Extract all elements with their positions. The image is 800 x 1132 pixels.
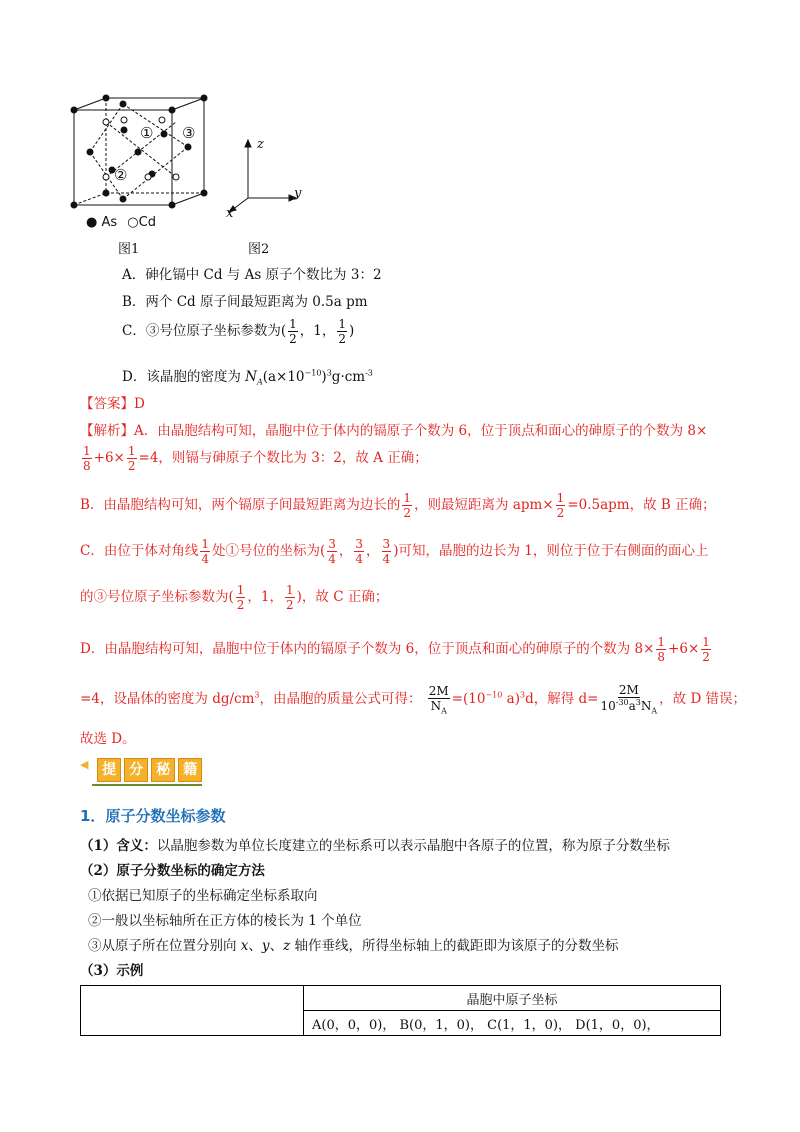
as-dot-icon: ● bbox=[86, 215, 98, 230]
fraction: $\frac{1}{8}$ bbox=[657, 635, 666, 664]
example-table bbox=[80, 985, 721, 1036]
figure-legend bbox=[86, 215, 156, 230]
fraction: $\frac{1}{2}$ bbox=[286, 583, 294, 612]
section-title: 原子分数坐标参数 bbox=[105, 807, 226, 825]
analysis-conclusion: 故选 D。 bbox=[80, 731, 136, 747]
legend-as-label: As bbox=[101, 215, 118, 230]
section-heading bbox=[80, 805, 225, 826]
tips-char: 秘 bbox=[151, 758, 175, 782]
fraction: $\frac{1}{2}$ bbox=[236, 583, 245, 612]
figure-label-1: ① bbox=[140, 124, 154, 142]
tips-banner bbox=[80, 758, 205, 782]
axis-z-label: z bbox=[257, 137, 264, 152]
table-coords: A(0，0，0)， B(0，1，0)， C(1，1，0)， D(1，0，0)， bbox=[304, 1011, 721, 1036]
legend-cd-label: Cd bbox=[138, 215, 156, 230]
example-heading: （3）示例 bbox=[80, 963, 144, 979]
figure-label-2: ② bbox=[114, 166, 128, 184]
analysis-c-line1: C．由位于体对角线 $\frac{1}{4}$ 处①号位的坐标为( $\frac{3}{4}$ ， $\frac{3}{4}$ ， $\frac{3}{4}$ )可知，晶胞的边长为 1，则位于位于右侧面的面心上 bbox=[80, 537, 709, 566]
tips-char: 籍 bbox=[178, 758, 202, 782]
table-cell-empty bbox=[81, 986, 304, 1036]
fraction: $\frac{1}{2}$ bbox=[127, 444, 136, 473]
fraction: $\frac{1}{2}$ bbox=[403, 491, 412, 520]
figure-caption-1: 图1 bbox=[118, 242, 140, 257]
tips-char: 提 bbox=[97, 758, 121, 782]
fraction: $\frac{1}{2}$ bbox=[289, 317, 297, 346]
option-c: C．③号位原子坐标参数为( $\frac{1}{2}$ ，1， $\frac{1}{2}$ ) bbox=[122, 317, 355, 346]
axis-x-label: x bbox=[226, 206, 234, 221]
cd-circle-icon: ○ bbox=[127, 215, 139, 230]
fraction: $\frac{3}{4}$ bbox=[355, 537, 364, 566]
table-header: 晶胞中原子坐标 bbox=[304, 986, 721, 1011]
fraction: $\frac{1}{8}$ bbox=[83, 444, 91, 473]
option-a: A．砷化镉中 Cd 与 As 原子个数比为 3：2 bbox=[122, 267, 382, 283]
tips-char: 分 bbox=[124, 758, 148, 782]
figure-caption-2: 图2 bbox=[248, 242, 270, 257]
axis-y-label: y bbox=[294, 186, 302, 201]
option-d: D．该晶胞的密度为 $N_A(a\times 10^{-10})^3g\cdot cm^{-3}$ bbox=[122, 368, 373, 387]
fraction: $\frac{2M}{10^{-30}a^3N_A}$ bbox=[600, 683, 658, 716]
fraction: $\frac{2M}{N_A}$ bbox=[428, 683, 449, 715]
option-b: B．两个 Cd 原子间最短距离为 0.5a pm bbox=[122, 294, 368, 310]
axes-figure bbox=[222, 138, 306, 222]
answer-value: D bbox=[134, 396, 145, 412]
fraction: $\frac{1}{2}$ bbox=[556, 491, 565, 520]
answer-line bbox=[80, 392, 145, 412]
fraction: $\frac{1}{2}$ bbox=[702, 635, 710, 664]
method-step-2: ②一般以坐标轴所在正方体的棱长为 1 个单位 bbox=[88, 913, 362, 929]
method-step-1: ①依据已知原子的坐标确定坐标系取向 bbox=[88, 888, 318, 904]
definition-line: （1）含义：以晶胞参数为单位长度建立的坐标系可以表示晶胞中各原子的位置，称为原子分数坐标 bbox=[80, 838, 670, 854]
analysis-d-line2: =4，设晶体的密度为 $dg/cm^3$，由晶胞的质量公式可得： $\frac{2M}{N_A}$ $=(10^{-10}$ a)$^3$d，解得 d= $\frac{2M}{10^{-30}a^3N_A}$ ，故 D 错误； bbox=[80, 683, 747, 716]
section-number: 1． bbox=[80, 807, 106, 825]
analysis-a-line2: $\frac{1}{8}$ +6× $\frac{1}{2}$ =4，则镉与砷原子个数比为 3：2，故 A 正确； bbox=[83, 444, 428, 473]
analysis-c-line2: 的③号位原子坐标参数为( $\frac{1}{2}$ ，1， $\frac{1}{2}$ )，故 C 正确； bbox=[80, 583, 389, 612]
analysis-a-line1: 【解析】A．由晶胞结构可知，晶胞中位于体内的镉原子个数为 6，位于顶点和面心的砷原子的个数为 8× bbox=[80, 423, 708, 439]
fraction: $\frac{1}{4}$ bbox=[201, 537, 209, 566]
crystal-cell-figure bbox=[66, 92, 216, 212]
analysis-d-line1: D．由晶胞结构可知，晶胞中位于体内的镉原子个数为 6，位于顶点和面心的砷原子的个数为 8× $\frac{1}{8}$ +6× $\frac{1}{2}$ bbox=[80, 635, 710, 664]
speaker-icon: ◀ bbox=[80, 758, 89, 771]
fraction: $\frac{3}{4}$ bbox=[328, 537, 336, 566]
method-heading: （2）原子分数坐标的确定方法 bbox=[80, 863, 265, 879]
method-step-3: ③从原子所在位置分别向 x、y、z 轴作垂线，所得坐标轴上的截距即为该原子的分数坐标 bbox=[88, 938, 619, 954]
figure-label-3: ③ bbox=[182, 124, 196, 142]
answer-label: 【答案】 bbox=[80, 396, 134, 412]
fraction: $\frac{1}{2}$ bbox=[338, 317, 346, 346]
tips-underline bbox=[92, 784, 202, 786]
analysis-b: B．由晶胞结构可知，两个镉原子间最短距离为边长的 $\frac{1}{2}$ ，则最短距离为 apm× $\frac{1}{2}$ =0.5apm，故 B 正确； bbox=[80, 491, 716, 520]
fraction: $\frac{3}{4}$ bbox=[382, 537, 391, 566]
